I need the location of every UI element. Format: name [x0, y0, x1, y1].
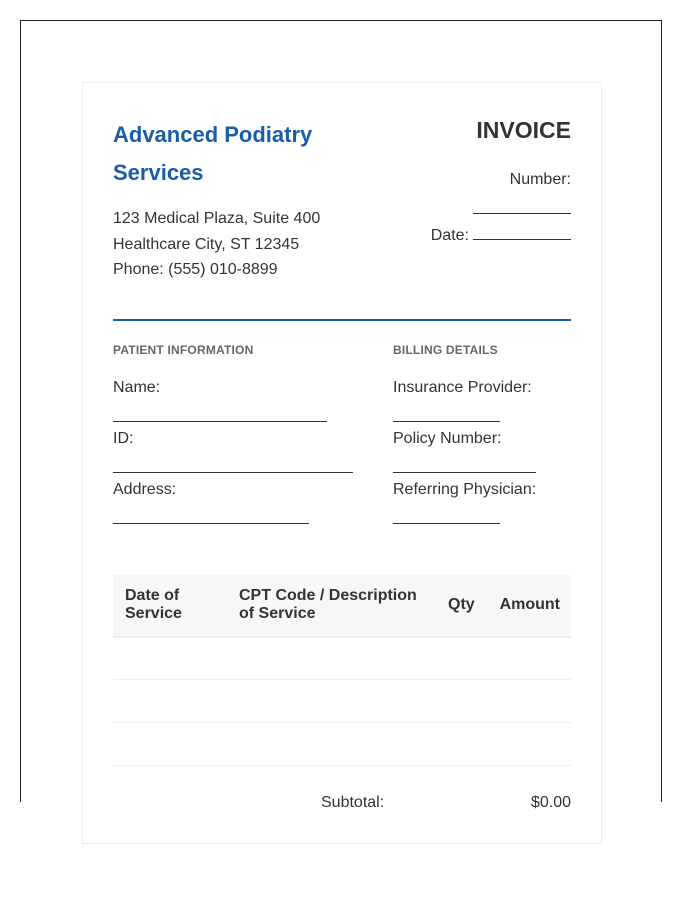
address-line-1: 123 Medical Plaza, Suite 400: [113, 210, 321, 227]
patient-name-label: Name:: [113, 379, 161, 396]
header-divider: [113, 319, 571, 321]
insurance-provider-label: Insurance Provider:: [393, 379, 532, 396]
table-row: [113, 722, 571, 723]
referring-physician-blank: [393, 523, 500, 524]
column-header-cpt-code: CPT Code / Description of Service: [239, 587, 417, 622]
billing-details-heading: BILLING DETAILS: [393, 343, 498, 357]
document-viewport: [20, 20, 662, 811]
referring-physician-label: Referring Physician:: [393, 481, 537, 498]
invoice-date-label: Date:: [430, 227, 469, 244]
subtotal-value: $0.00: [530, 794, 571, 811]
patient-address-label: Address:: [113, 481, 177, 498]
invoice-date: [431, 223, 571, 245]
insurance-provider-blank: [393, 421, 500, 422]
column-header-date-of-service: Date of Service: [125, 587, 182, 622]
invoice-number-label: Number:: [509, 171, 571, 188]
subtotal-label: Subtotal:: [321, 794, 385, 811]
patient-info-heading: PATIENT INFORMATION: [113, 343, 254, 357]
invoice-date-blank: [473, 223, 571, 240]
patient-name-blank: [113, 421, 327, 422]
invoice-number-blank: [473, 213, 571, 214]
policy-number-label: Policy Number:: [393, 430, 502, 447]
company-address: [113, 206, 373, 283]
company-phone: Phone: (555) 010-8899: [113, 261, 278, 278]
table-row: [113, 679, 571, 680]
address-line-2: Healthcare City, ST 12345: [113, 235, 300, 253]
invoice-title: INVOICE: [476, 117, 571, 143]
patient-address-blank: [113, 523, 309, 524]
company-name: Advanced Podiatry Services: [113, 122, 313, 185]
policy-number-blank: [393, 472, 536, 473]
patient-id-label: ID:: [113, 430, 134, 447]
patient-id-blank: [113, 472, 353, 473]
services-table-header: [113, 575, 571, 638]
column-header-qty: Qty: [448, 596, 475, 613]
table-row: [113, 765, 571, 766]
column-header-amount: Amount: [499, 596, 560, 613]
invoice-sheet: [82, 82, 602, 844]
